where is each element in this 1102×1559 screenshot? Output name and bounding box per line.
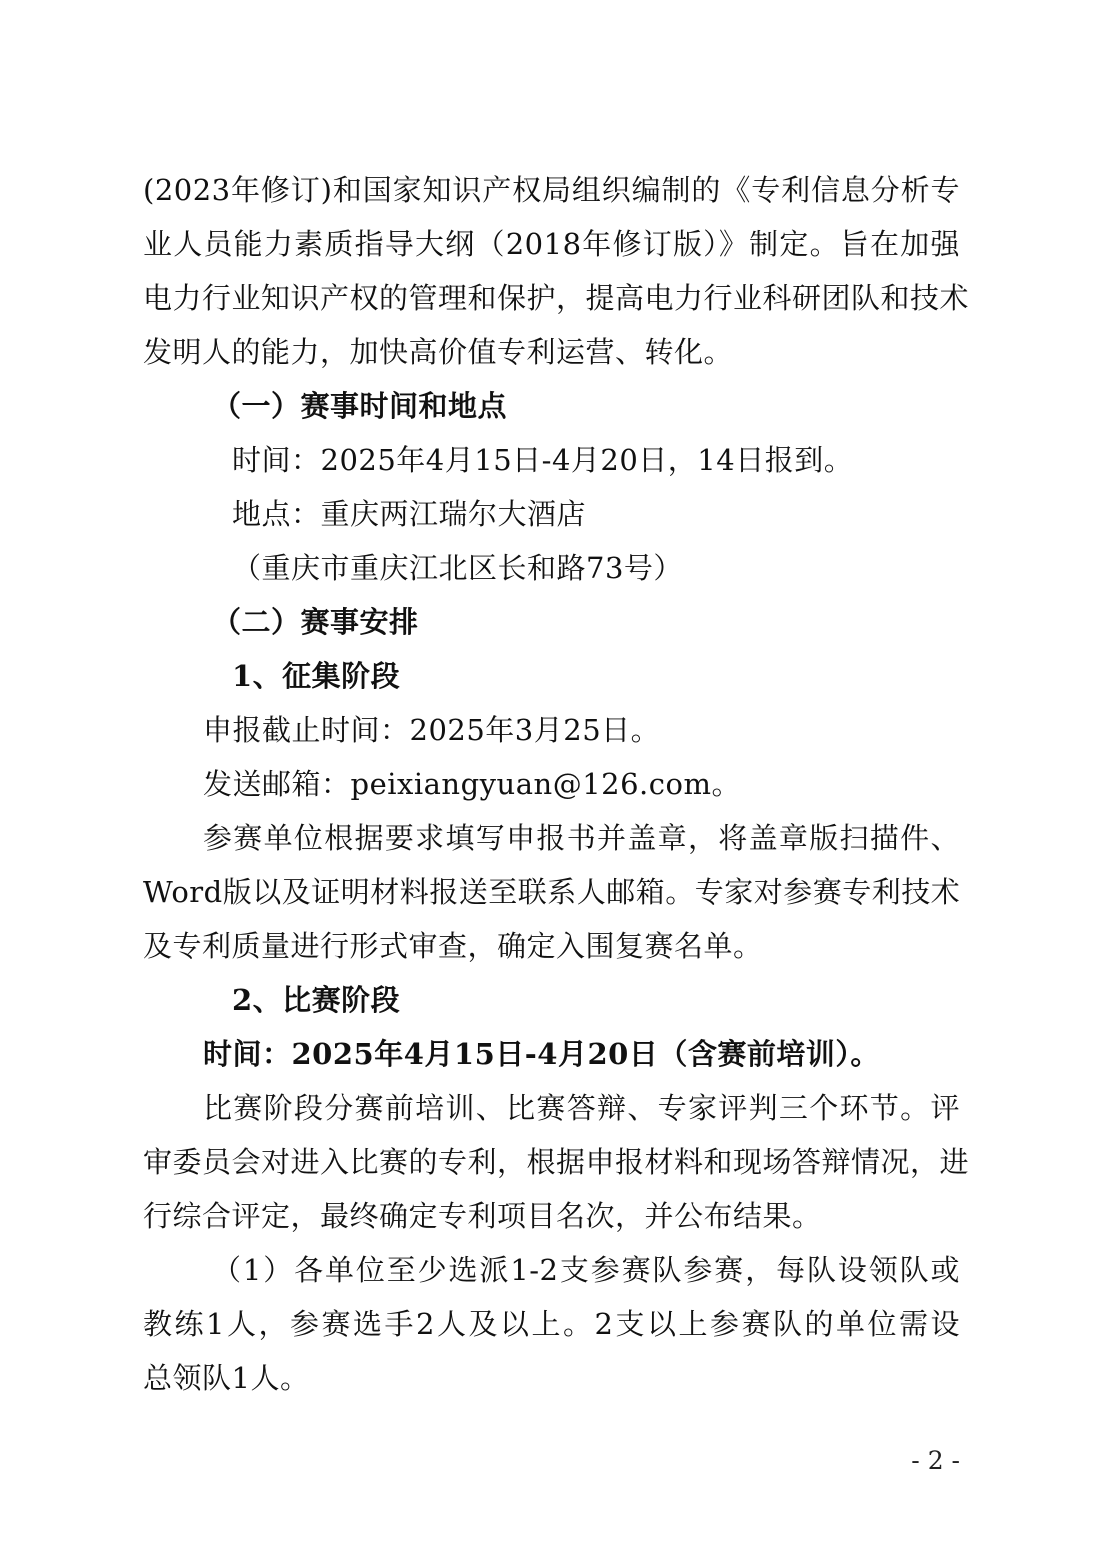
competition-desc-line-3: 行综合评定，最终确定专利项目名次，并公布结果。 [143, 1199, 822, 1233]
team-rule-line-2: 教练1人，参赛选手2人及以上。2支以上参赛队的单位需设 [143, 1307, 960, 1341]
event-time: 时间：2025年4月15日-4月20日，14日报到。 [232, 443, 854, 477]
submission-line-3: 及专利质量进行形式审查，确定入围复赛名单。 [143, 929, 763, 963]
stage-heading-collection: 1、征集阶段 [232, 659, 401, 693]
submission-line-2: Word版以及证明材料报送至联系人邮箱。专家对参赛专利技术 [143, 875, 961, 909]
intro-line-3: 电力行业知识产权的管理和保护，提高电力行业科研团队和技术 [143, 281, 970, 315]
submission-line-1: 参赛单位根据要求填写申报书并盖章，将盖章版扫描件、 [203, 821, 960, 855]
intro-line-2: 业人员能力素质指导大纲（2018年修订版）》制定。旨在加强 [143, 227, 960, 261]
stage-heading-competition: 2、比赛阶段 [232, 983, 401, 1017]
competition-desc-line-1: 比赛阶段分赛前培训、比赛答辩、专家评判三个环节。评 [203, 1091, 960, 1125]
section-heading-arrangement: （二）赛事安排 [212, 605, 419, 639]
team-rule-line-1: （1）各单位至少选派1-2支参赛队参赛，每队设领队或 [212, 1253, 960, 1287]
section-heading-time-place: （一）赛事时间和地点 [212, 389, 508, 423]
team-rule-line-3: 总领队1人。 [143, 1361, 310, 1395]
submission-email: 发送邮箱：peixiangyuan@126.com。 [203, 767, 741, 801]
intro-line-4: 发明人的能力，加快高价值专利运营、转化。 [143, 335, 734, 369]
event-address: （重庆市重庆江北区长和路73号） [232, 551, 683, 585]
submission-deadline: 申报截止时间：2025年3月25日。 [203, 713, 661, 747]
competition-time: 时间：2025年4月15日-4月20日（含赛前培训）。 [203, 1037, 880, 1071]
event-place: 地点：重庆两江瑞尔大酒店 [232, 497, 587, 531]
intro-line-1: (2023年修订)和国家知识产权局组织编制的《专利信息分析专 [143, 173, 960, 207]
page-number: - 2 - [911, 1446, 960, 1475]
competition-desc-line-2: 审委员会对进入比赛的专利，根据申报材料和现场答辩情况，进 [143, 1145, 970, 1179]
